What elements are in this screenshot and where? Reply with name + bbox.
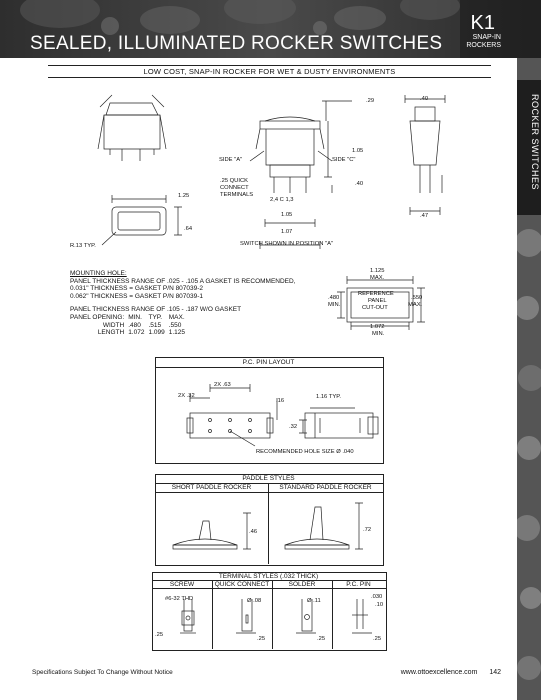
paddle-drawings — [155, 493, 382, 563]
dim-0-40-b: .40 — [420, 96, 429, 102]
subtitle-rule-bottom — [48, 77, 491, 78]
product-sub-1: SNAP-IN — [472, 34, 501, 41]
header-banner — [0, 0, 541, 58]
terminal-qc-25: .25 — [257, 636, 266, 642]
label-qc-2: CONNECT — [220, 185, 249, 191]
pc-dim-2x32: 2X .32 — [178, 393, 195, 399]
pc-dim-32: .32 — [289, 424, 298, 430]
cutout-bottom-dim-label: MIN. — [372, 331, 385, 337]
terminal-pc-030: .030 — [371, 594, 383, 600]
cutout-bottom-dim: 1.072 — [370, 324, 385, 330]
cutout-left-dim-label: MIN. — [328, 302, 341, 308]
mounting-heading: MOUNTING HOLE: — [70, 270, 127, 277]
mounting-line-2: 0.031" THICKNESS = GASKET P/N 807039-2 — [70, 285, 204, 293]
table-header-cell: MIN. — [128, 313, 142, 321]
dim-1-25: 1.25 — [178, 193, 190, 199]
terminal-col-pcpin: P.C. PIN — [346, 581, 371, 588]
terminal-solder-11: Ø .11 — [307, 598, 321, 604]
mounting-hole-notes — [70, 270, 296, 337]
label-qc-1: .25 QUICK — [220, 178, 249, 184]
terminal-pc-25: .25 — [373, 636, 382, 642]
dim-1-07: 1.07 — [281, 229, 293, 235]
pc-hole-note: RECOMMENDED HOLE SIZE Ø .040 — [256, 449, 354, 455]
product-sub-2: ROCKERS — [466, 42, 501, 49]
terminal-screw-25: .25 — [155, 632, 164, 638]
terminal-col-screw: SCREW — [169, 581, 195, 588]
product-code: K1 — [470, 12, 495, 34]
page-number: 142 — [489, 669, 501, 676]
dim-0-29: .29 — [366, 98, 375, 104]
table-cell: .515 — [148, 321, 162, 329]
cutout-top-dim-label: MAX. — [370, 275, 385, 281]
label-terminals: 2,4 C 1,3 — [270, 197, 294, 203]
page-title: SEALED, ILLUMINATED ROCKER SWITCHES — [30, 33, 443, 54]
dim-1-05-a: 1.05 — [352, 148, 364, 154]
terminal-col-qc: QUICK CONNECT — [214, 581, 270, 588]
pc-dim-116: 1.16 TYP. — [316, 394, 341, 400]
label-side-c: SIDE "C" — [332, 157, 356, 163]
table-cell: 1.099 — [148, 329, 165, 337]
footer-disclaimer: Specifications Subject To Change Without Notice — [32, 669, 173, 676]
paddle-standard-label: STANDARD PADDLE ROCKER — [279, 484, 372, 491]
paddle-dim-46: .46 — [249, 529, 258, 535]
cutout-left-dim: .480 — [328, 295, 340, 301]
panel-opening-table — [70, 314, 189, 337]
table-header-cell: PANEL OPENING: — [70, 313, 125, 321]
switch-end-view — [405, 95, 445, 215]
page-subtitle: LOW COST, SNAP-IN ROCKER FOR WET & DUSTY ENVIRONMENTS — [143, 67, 396, 76]
table-cell: 1.072 — [128, 329, 145, 337]
terminal-qc-08: Ø .08 — [247, 598, 262, 604]
dim-0-64: .64 — [184, 226, 193, 232]
table-cell: WIDTH — [102, 321, 125, 329]
cutout-center-1: REFERENCE — [358, 291, 394, 297]
footer-url[interactable]: www.ottoexcellence.com — [400, 669, 478, 676]
pc-pin-layout-title: P.C. PIN LAYOUT — [242, 359, 295, 366]
dim-0-40-a: .40 — [355, 181, 364, 187]
pc-dim-16: .16 — [276, 398, 285, 404]
switch-top-view — [102, 195, 182, 245]
dim-r13: R.13 TYP. — [70, 243, 96, 249]
subtitle-rule-top — [48, 65, 491, 66]
pc-dim-2x63: 2X .63 — [214, 382, 231, 388]
switch-side-view — [250, 101, 352, 249]
terminal-col-solder: SOLDER — [288, 581, 316, 588]
label-side-a: SIDE "A" — [219, 157, 243, 163]
cutout-right-dim: .550 — [411, 295, 423, 301]
terminal-screw-thd: #6-32 THD — [165, 596, 194, 602]
cutout-right-dim-label: MAX. — [408, 302, 423, 308]
table-row — [70, 314, 189, 322]
paddle-short-label: SHORT PADDLE ROCKER — [171, 484, 252, 491]
footer-url-page — [401, 669, 501, 676]
paddle-styles-title: PADDLE STYLES — [242, 475, 295, 482]
table-cell: .550 — [168, 321, 182, 329]
terminal-pc-10: .10 — [375, 602, 384, 608]
mounting-line-1: PANEL THICKNESS RANGE OF .025 - .105 A GASKET IS RECOMMENDED, — [70, 277, 296, 285]
label-qc-3: TERMINALS — [220, 192, 254, 198]
pc-pin-drawing — [155, 368, 382, 453]
sidebar-tab-label: ROCKER SWITCHES — [530, 94, 540, 191]
terminal-styles-title: TERMINAL STYLES (.032 THICK) — [218, 573, 319, 580]
terminal-solder-25: .25 — [317, 636, 326, 642]
cutout-center-3: CUT-OUT — [362, 305, 388, 311]
table-header-cell: TYP. — [148, 313, 163, 321]
position-note: SWITCH SHOWN IN POSITION "A" — [240, 241, 334, 247]
mounting-line-3: 0.062" THICKNESS = GASKET P/N 807039-1 — [70, 292, 204, 300]
cutout-top-dim: 1.125 — [370, 268, 385, 274]
table-header-cell: MAX. — [168, 313, 185, 321]
dim-1-05-b: 1.05 — [281, 212, 293, 218]
switch-iso-view — [98, 95, 166, 161]
mounting-line-4: PANEL THICKNESS RANGE OF .105 - .187 W/O GASKET — [70, 306, 242, 314]
cutout-center-2: PANEL — [368, 298, 387, 304]
table-cell: 1.125 — [168, 329, 186, 337]
table-cell: LENGTH — [97, 329, 125, 337]
table-row — [70, 322, 189, 330]
paddle-dim-72: .72 — [363, 527, 372, 533]
dim-0-47: .47 — [420, 213, 429, 219]
table-cell: .480 — [128, 321, 141, 329]
table-row — [70, 329, 189, 337]
